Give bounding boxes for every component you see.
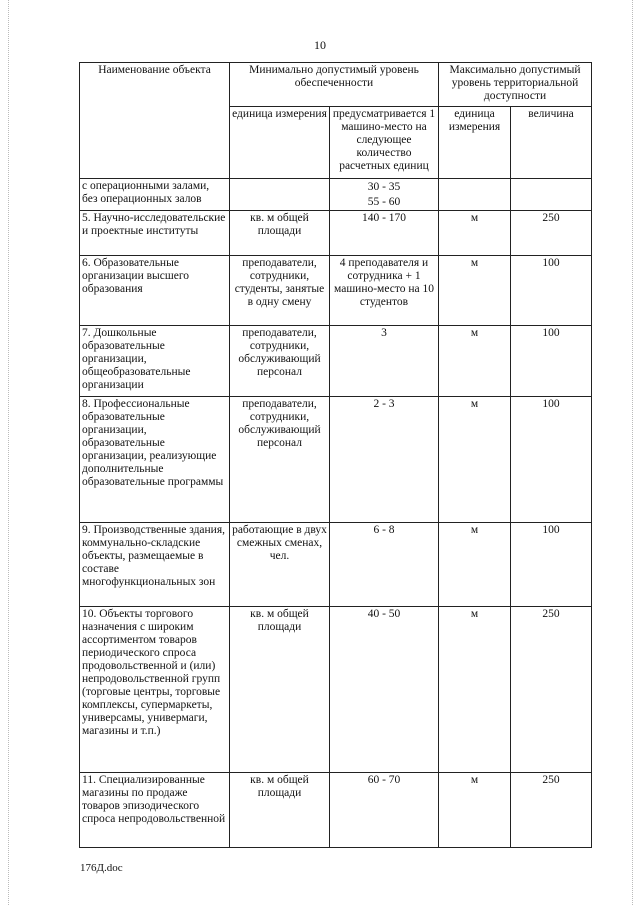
table-row [80,773,592,848]
header-min-level: Минимально допустимый уровень обеспеченности [230,63,439,107]
header-object-name: Наименование объекта [80,63,230,179]
cell-object-name: 5. Научно-исследовательские и проектные институты [80,211,230,256]
cell-unit-2: м [439,523,511,607]
cell-unit-2: м [439,256,511,326]
cell-unit-2 [439,179,511,211]
cell-value: 100 [511,397,592,523]
cell-object-name: с операционными залами, без операционных залов [80,179,230,211]
parking-standards-table [79,62,592,848]
cell-value: 250 [511,211,592,256]
subheader-unit: единица измерения [230,107,330,179]
cell-unit-2: м [439,326,511,397]
cell-unit: преподаватели, сотрудники, обслуживающий персонал [230,326,330,397]
cell-per-spaces: 40 - 50 [330,607,439,773]
table-row [80,211,592,256]
cell-value [511,179,592,211]
table-row [80,179,592,211]
cell-value: 100 [511,523,592,607]
cell-per-spaces: 140 - 170 [330,211,439,256]
cell-unit-2: м [439,773,511,848]
cell-unit-2: м [439,397,511,523]
cell-per-spaces: 60 - 70 [330,773,439,848]
cell-per-spaces: 3 [330,326,439,397]
cell-unit: работающие в двух смежных сменах, чел. [230,523,330,607]
table-row [80,397,592,523]
cell-unit [230,179,330,211]
cell-value: 250 [511,607,592,773]
subheader-unit-2: единица измерения [439,107,511,179]
cell-value: 100 [511,256,592,326]
cell-object-name: 6. Образовательные организации высшего образования [80,256,230,326]
cell-unit: кв. м общей площади [230,773,330,848]
cell-per-spaces: 2 - 3 [330,397,439,523]
table-row [80,326,592,397]
cell-object-name: 7. Дошкольные образовательные организации, общеобразовательные организации [80,326,230,397]
footer-filename: 176Д.doc [80,862,123,874]
table-row [80,256,592,326]
cell-per-spaces: 30 - 35 55 - 60 [330,179,439,211]
cell-object-name: 9. Производственные здания, коммунально-складские объекты, размещаемые в составе многофункциональных зон [80,523,230,607]
table-row [80,523,592,607]
cell-per-spaces: 4 преподавателя и сотрудника + 1 машино-место на 10 студентов [330,256,439,326]
cell-per-spaces: 6 - 8 [330,523,439,607]
cell-value: 100 [511,326,592,397]
cell-unit: кв. м общей площади [230,607,330,773]
page-number: 10 [314,38,326,52]
cell-unit: преподаватели, сотрудники, обслуживающий персонал [230,397,330,523]
cell-unit: кв. м общей площади [230,211,330,256]
cell-object-name: 11. Специализированные магазины по продаже товаров эпизодического спроса непродовольственной [80,773,230,848]
cell-unit-2: м [439,211,511,256]
cell-value: 250 [511,773,592,848]
right-margin-line [632,0,634,905]
cell-object-name: 10. Объекты торгового назначения с широким ассортиментом товаров периодического спроса продовольственной и (или) непродовольственной групп (торговые центры, торговые комплексы, супермаркеты, универсамы, универмаги, магазины и т.п.) [80,607,230,773]
subheader-per-spaces: предусматривается 1 машино-место на следующее количество расчетных единиц [330,107,439,179]
cell-unit: преподаватели, сотрудники, студенты, занятые в одну смену [230,256,330,326]
cell-unit-2: м [439,607,511,773]
table-row [80,607,592,773]
cell-object-name: 8. Профессиональные образовательные организации, образовательные организации, реализующие дополнительные образовательные программы [80,397,230,523]
subheader-value: величина [511,107,592,179]
left-margin-line [8,0,10,905]
header-max-level: Максимально допустимый уровень территориальной доступности [439,63,592,107]
